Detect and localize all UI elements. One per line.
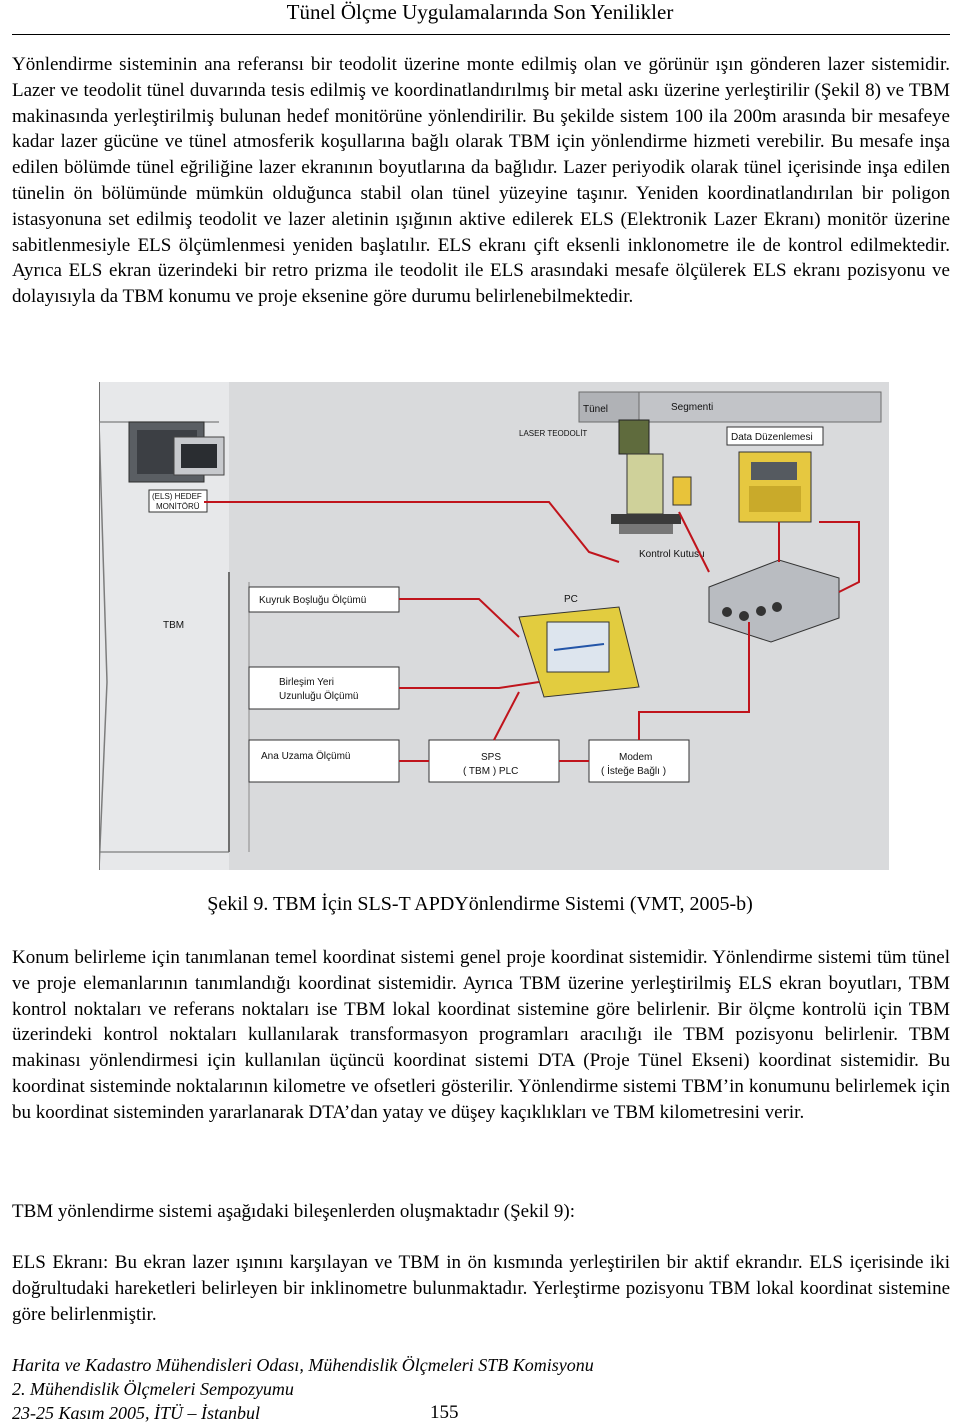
label-laser-teodolit: LASER TEODOLİT [519,429,588,438]
label-modem-2: ( İsteğe Bağlı ) [601,766,667,777]
running-header: Tünel Ölçme Uygulamalarında Son Yenilikler [286,0,674,24]
figure-sls-t-apd-diagram [99,382,889,870]
label-pc: PC [564,594,578,605]
label-ana-uzama: Ana Uzama Ölçümü [261,751,351,762]
label-kontrol-kutusu: Kontrol Kutusu [639,549,705,560]
label-tbm: TBM [163,620,185,631]
label-els-line1: (ELS) HEDEF [152,492,202,501]
paragraph-guidance-system: Yönlendirme sisteminin ana referansı bir teodolit üzerine monte edilmiş olan ve görünür ışın gönderen lazer sistemidir. Lazer ve teodolit tünel duvarında tesis edilmiş ve koordinatlandırılmış bir metal askı üzerine yerleştirilir (Şekil 8) ve TBM makinasında yerleştirilmiş bulunan hedef monitörüne yönlendirilir. Bu şekilde sistem 100 ila 200m arasında bir mesafeye kadar lazer gücüne ve tünel atmosferik koşullarına bağlı olarak TBM için yönlendirme hizmeti verebilir. Bu mesafe inşa edilen bölümde tünel eğriliğine lazer ekranının boyutlarına da bağlıdır. Lazer periyodik olarak tünel içerisinde inşa edilen tünelin ön bölümünde mümkün olduğunca stabil olan tünel yüzeyine taşınır. Yeniden koordinatlandırılan bir poligon istasyonuna set edilmiş teodolit ve lazer aletinin ışığının aktive edilerek ELS (Elektronik Lazer Ekranı) monitör üzerine sabitlenmesiyle ELS ölçümlenmesi yeniden başlatılır. ELS ekranı çift eksenli inklonometre ile de kontrol edilmektedir. Ayrıca ELS ekran üzerindeki bir retro prizma ile teodolit ile ELS arasındaki mesafe ölçülerek ELS ekranı pozisyonu ve dolayısıyla da TBM konumu ve proje eksenine göre durumu belirlenebilmektedir. [12,54,950,308]
paragraph-coordinate-systems: Konum belirleme için tanımlanan temel koordinat sistemi genel proje koordinat sistemidir. Yönlendirme sistemi tüm tünel ve proje elemanlarının tanımlandığı koordinat sistemidir. Ayrıca TBM üzerine yerleştirilmiş ELS ekran boyutları, TBM kontrol noktaları ve referans noktaları ise TBM lokal koordinat sistemine göre belirlenir. Bir ölçme kontrolü için TBM üzerindeki kontrol noktaları kullanılarak transformasyon programları aracılığı ile TBM pozisyonu belirlenir. TBM makinası yönlendirmesi için kullanılan üçüncü koordinat sistemi DTA (Proje Tünel Ekseni) koordinat sistemidir. Bu koordinat sisteminde noktalarının kilometre ve ofsetleri gösterilir. Yönlendirme sistemi TBM’in konumunu belirlemek için bu koordinat sisteminden yararlanarak DTA’dan yatay ve düşey kaçıklıkları ve TBM kilometresini verir. [12,947,950,1123]
label-els-line2: MONİTÖRÜ [156,502,200,511]
label-segmenti: Segmenti [671,402,714,413]
page-number: 155 [430,1402,459,1423]
paragraph-els-screen: ELS Ekranı: Bu ekran lazer ışınını karşılayan ve TBM in ön kısmında yerleştirilen bir aktif ekrandır. ELS içerisinde iki doğrultudaki hareketleri belirleyen bir inklinometre bulunmaktadır. Yerleştirme pozisyonu TBM lokal koordinat sistemine göre belirlenmiştir. [12,1252,950,1325]
label-data-duzenlemesi: Data Düzenlemesi [731,432,813,443]
figure-caption: Şekil 9. TBM İçin SLS-T APDYönlendirme Sistemi (VMT, 2005-b) [207,893,753,915]
label-modem-1: Modem [619,752,653,763]
box-birlesim [249,667,399,709]
footer-date-location: 23-25 Kasım 2005, İTÜ – İstanbul [12,1403,261,1423]
header-rule [12,34,950,35]
label-kuyruk: Kuyruk Boşluğu Ölçümü [259,595,367,606]
data-organizer-device [739,452,811,522]
footer-symposium: 2. Mühendislik Ölçmeleri Sempozyumu [12,1379,294,1399]
label-sps-1: SPS [481,752,502,763]
label-tunel: Tünel [583,404,609,415]
label-sps-2: ( TBM ) PLC [463,766,519,777]
footer-organization: Harita ve Kadastro Mühendisleri Odası, Mühendislik Ölçmeleri STB Komisyonu [12,1355,594,1375]
label-birlesim-2: Uzunluğu Ölçümü [279,691,359,702]
label-birlesim-1: Birleşim Yeri [279,677,335,688]
paragraph-components-intro: TBM yönlendirme sistemi aşağıdaki bileşenlerden oluşmaktadır (Şekil 9): [12,1201,576,1222]
